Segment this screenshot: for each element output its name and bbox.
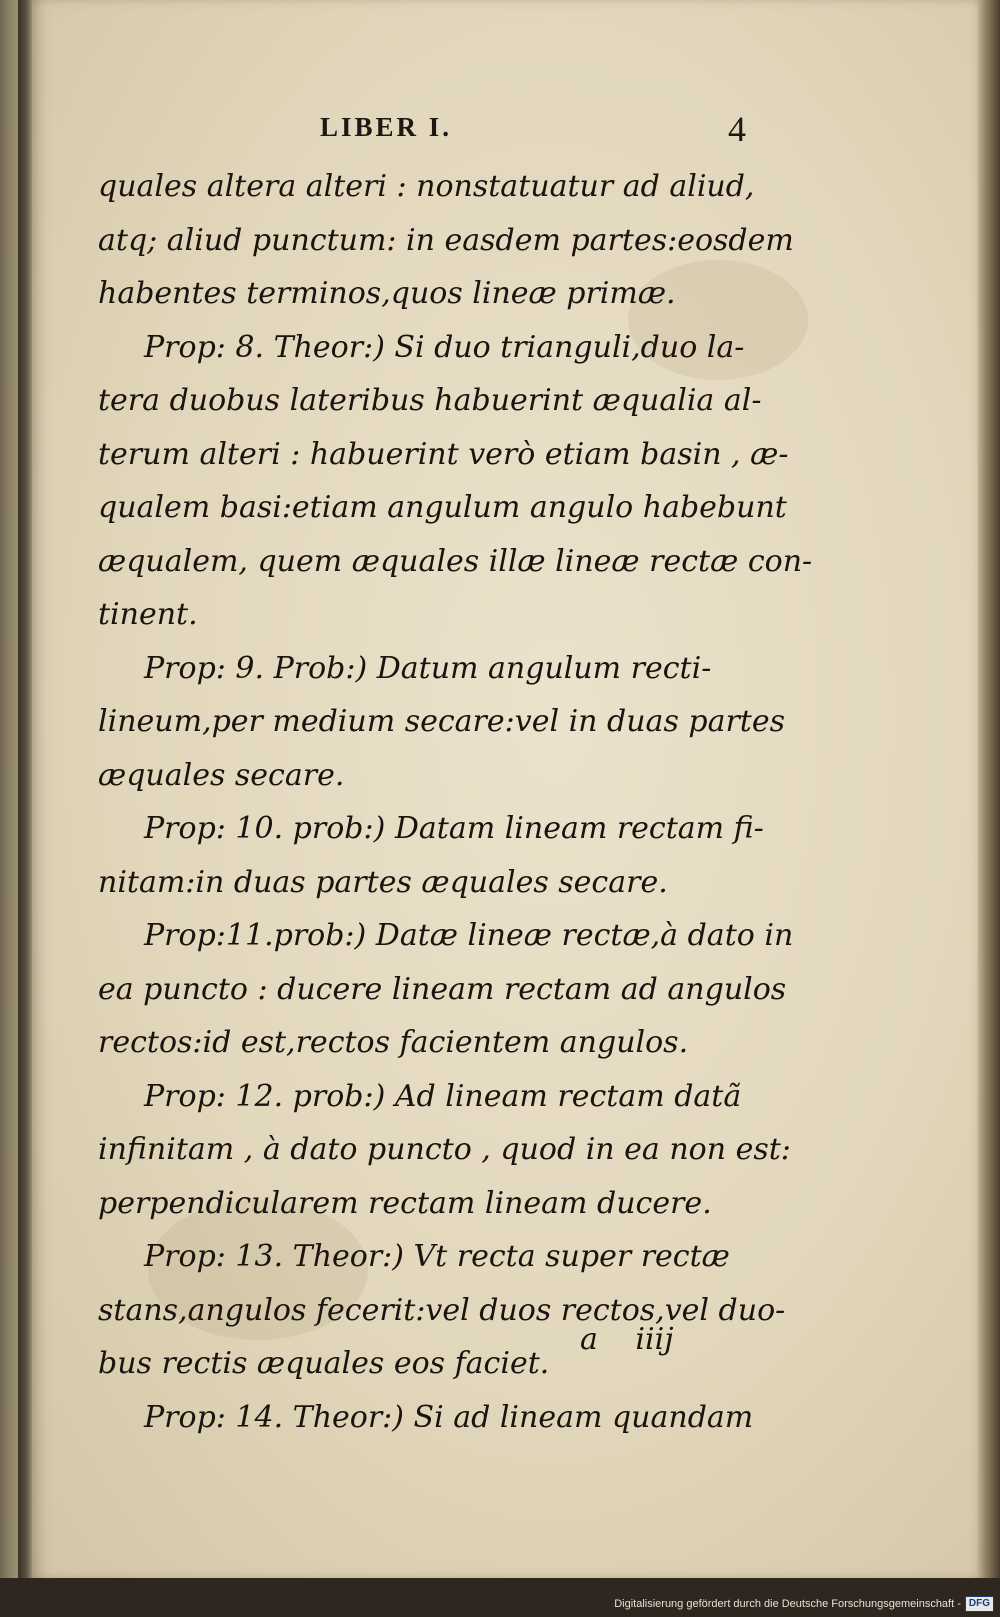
text-line: ea puncto : ducere lineam rectam ad angulos xyxy=(98,971,787,1007)
text-line: Prop:11.prob:) Datæ lineæ rectæ,à dato in xyxy=(144,918,794,953)
dfg-logo: DFG xyxy=(965,1596,994,1612)
text-line: perpendicularem rectam lineam ducere. xyxy=(98,1185,712,1221)
text-line: terum alteri : habuerint verò etiam basin , æ- xyxy=(98,436,789,472)
text-line: Prop: 13. Theor:) Vt recta super rectæ xyxy=(144,1239,730,1274)
text-line: Prop: 14. Theor:) Si ad lineam quandam xyxy=(144,1399,754,1435)
body-text xyxy=(98,160,813,1444)
text-line: lineum,per medium secare:vel in duas partes xyxy=(98,704,786,739)
text-line: stans,angulos fecerit:vel duos rectos,vel duo- xyxy=(98,1292,786,1328)
text-line: Prop: 12. prob:) Ad lineam rectam datã xyxy=(144,1078,742,1114)
running-head: LIBER I. xyxy=(320,112,453,142)
text-line: Prop: 10. prob:) Datam lineam rectam fi- xyxy=(144,811,764,846)
text-line: bus rectis æquales eos faciet. xyxy=(98,1346,550,1381)
text-line: tinent. xyxy=(98,597,198,632)
text-line: nitam:in duas partes æquales secare. xyxy=(98,864,668,900)
text-line: rectos:id est,rectos facientem angulos. xyxy=(98,1025,689,1060)
signature-mark: a iiij xyxy=(580,1322,674,1357)
gutter xyxy=(18,0,32,1580)
text-line: qualem basi:etiam angulum angulo habebunt xyxy=(98,490,787,525)
text-line: habentes terminos,quos lineæ primæ. xyxy=(98,276,676,311)
text-line: Prop: 8. Theor:) Si duo trianguli,duo la- xyxy=(144,329,745,365)
page-number: 4 xyxy=(728,109,746,149)
digitization-credit xyxy=(614,1596,994,1612)
text-line: tera duobus lateribus habuerint æqualia al- xyxy=(98,383,762,418)
credit-text: Digitalisierung gefördert durch die Deutsche Forschungsgemeinschaft - xyxy=(614,1598,961,1610)
text-line: æqualem, quem æquales illæ lineæ rectæ con- xyxy=(98,543,813,579)
text-line: quales altera alteri : nonstatuatur ad aliud, xyxy=(98,169,755,204)
text-line: Prop: 9. Prob:) Datum angulum recti- xyxy=(144,650,712,686)
text-line: infinitam , à dato puncto , quod in ea non est: xyxy=(98,1132,791,1167)
right-page-edge xyxy=(978,0,1000,1580)
text-line: atq; aliud punctum: in easdem partes:eosdem xyxy=(98,222,794,258)
text-line: æquales secare. xyxy=(98,757,345,793)
